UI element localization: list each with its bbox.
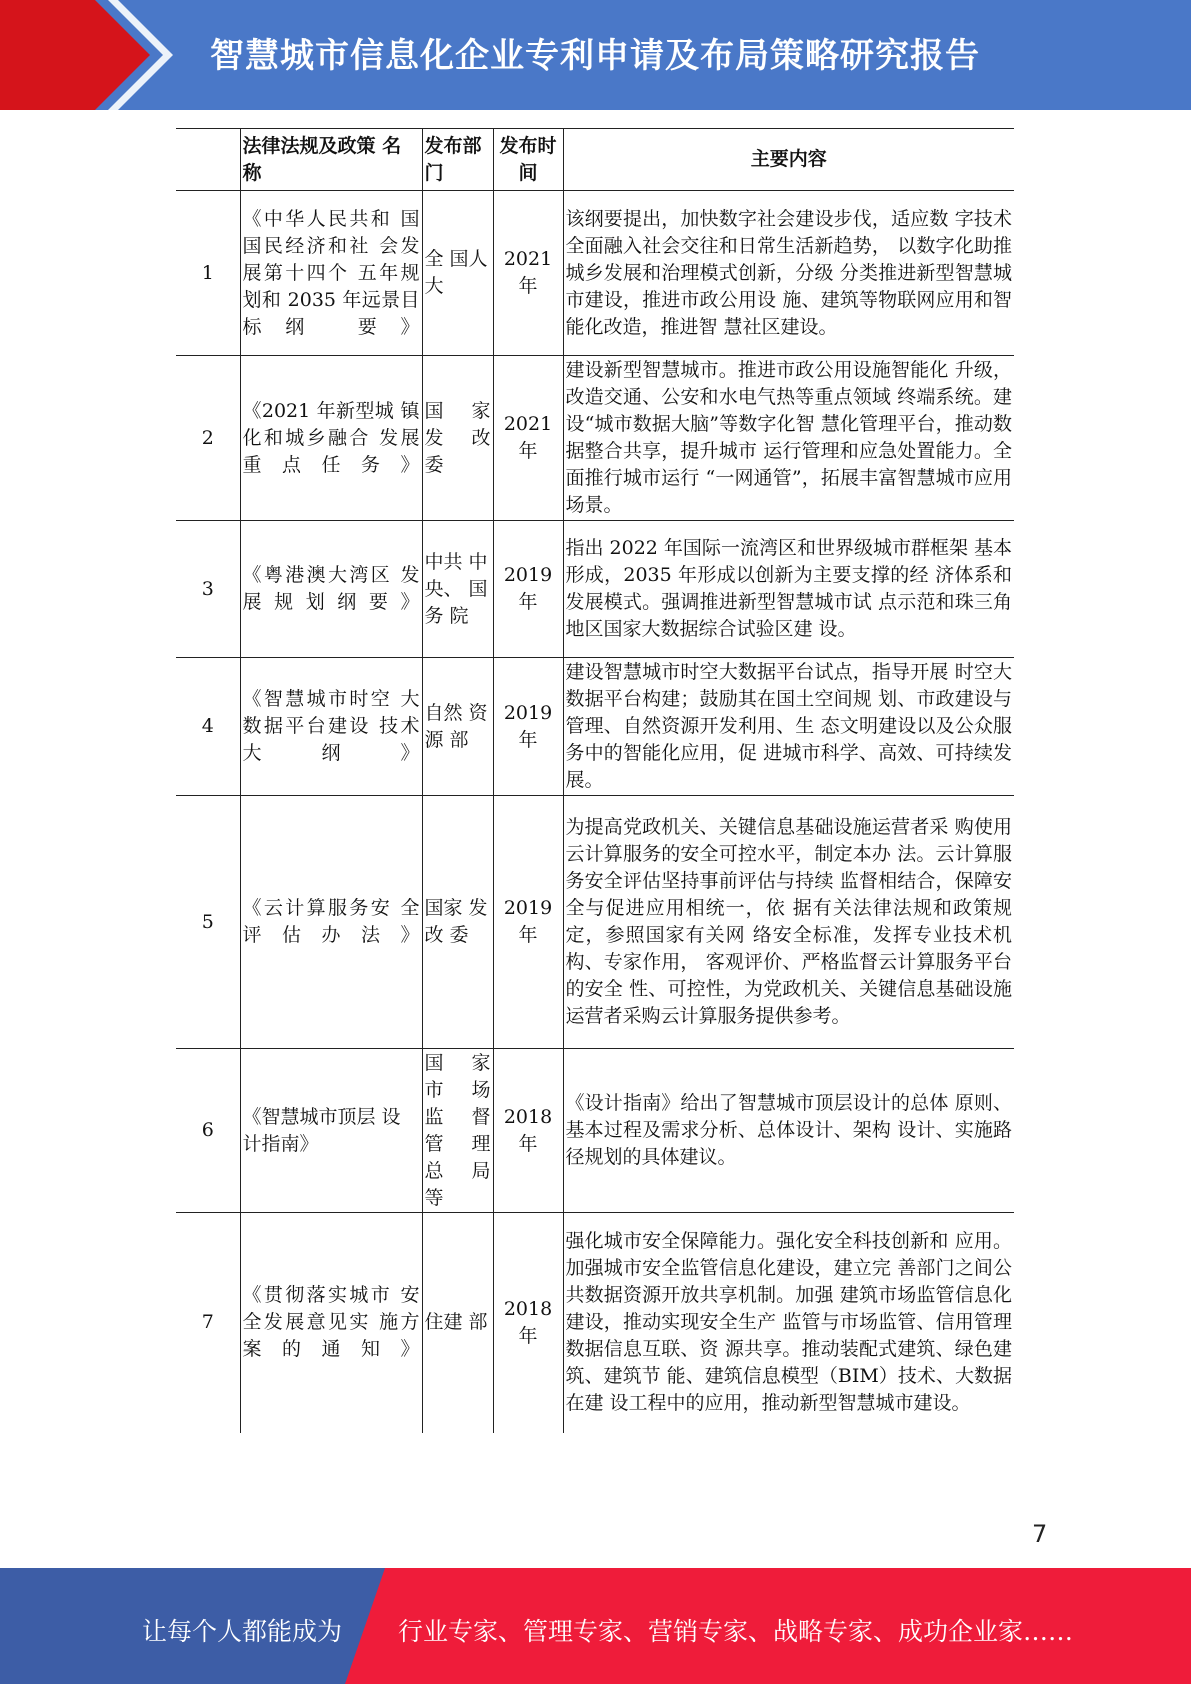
table-row [176, 1049, 1014, 1213]
header-release-time: 发布时间 [493, 129, 563, 191]
page-number: 7 [1032, 1520, 1048, 1548]
header-department: 发布部门 [422, 129, 493, 191]
table-row [176, 1213, 1014, 1433]
policy-name: 《粤港澳大湾区 发展规划纲要》 [240, 521, 422, 658]
release-time [493, 521, 563, 658]
footer-slogan-right: 行业专家、管理专家、营销专家、战略专家、成功企业家…… [398, 1617, 1074, 1646]
table-row [176, 521, 1014, 658]
header-main-content: 主要内容 [563, 129, 1014, 191]
policy-table [176, 128, 1014, 1433]
department: 国家 发改 委 [422, 796, 493, 1049]
table-header-row [176, 129, 1014, 191]
header-index [176, 129, 240, 191]
release-time [493, 1049, 563, 1213]
release-year-unit: 年 [518, 591, 538, 613]
header-policy-name: 法律法规及政策 名称 [240, 129, 422, 191]
release-year: 2019 [503, 564, 553, 586]
row-index: 1 [176, 191, 240, 356]
release-year-unit: 年 [518, 1324, 538, 1347]
release-year: 2021 [503, 413, 553, 435]
row-index: 5 [176, 796, 240, 1049]
main-content: 该纲要提出，加快数字社会建设步伐，适应数 字技术全面融入社会交往和日常生活新趋势， 以数字化助推城乡发展和治理模式创新，分级 分类推进新型智慧城市建设，推进市政公用设 施、建筑等物联网应用和智能化改造，推进智 慧社区建设。 [563, 191, 1014, 356]
release-year: 2018 [503, 1105, 553, 1128]
release-year: 2018 [503, 1297, 553, 1320]
department: 国 家 发 改 委 [422, 356, 493, 521]
main-content: 为提高党政机关、关键信息基础设施运营者采 购使用云计算服务的安全可控水平，制定本办 法。云计算服务安全评估坚持事前评估与持续 监督相结合，保障安全与促进应用相统一，依 据有关法律法规和政策规定，参照国家有关网 络安全标准，发挥专业技术机构、专家作用， 客观评价、严格监督云计算服务平台的安全 性、可控性，为党政机关、关键信息基础设施 运营者采购云计算服务提供参考。 [563, 796, 1014, 1049]
row-index: 4 [176, 658, 240, 796]
department: 国 家 市 场 监 督 管 理 总 局 等 [422, 1049, 493, 1213]
table-row [176, 658, 1014, 796]
release-time [493, 1213, 563, 1433]
row-index: 3 [176, 521, 240, 658]
row-index: 6 [176, 1049, 240, 1213]
table-row [176, 356, 1014, 521]
main-content: 建设新型智慧城市。推进市政公用设施智能化 升级，改造交通、公安和水电气热等重点领域 终端系统。建设“城市数据大脑”等数字化智 慧化管理平台，推动数据整合共享，提升城市 运行管理和应急处置能力。全面推行城市运行 “一网通管”，拓展丰富智慧城市应用场景。 [563, 356, 1014, 521]
release-time [493, 796, 563, 1049]
main-content: 建设智慧城市时空大数据平台试点，指导开展 时空大数据平台构建；鼓励其在国土空间规 划、市政建设与管理、自然资源开发利用、生 态文明建设以及公众服务中的智能化应用，促 进城市科学、高效、可持续发展。 [563, 658, 1014, 796]
policy-name: 《贯彻落实城市 安全发展意见实 施方案的通知》 [240, 1213, 422, 1433]
report-title: 智慧城市信息化企业专利申请及布局策略研究报告 [210, 36, 980, 76]
release-time [493, 658, 563, 796]
release-year-unit: 年 [518, 1132, 538, 1155]
footer-slogan-left: 让每个人都能成为 [142, 1617, 343, 1646]
release-year-unit: 年 [518, 440, 538, 462]
table-row [176, 796, 1014, 1049]
department: 自然 资源 部 [422, 658, 493, 796]
main-content: 强化城市安全保障能力。强化安全科技创新和 应用。加强城市安全监管信息化建设，建立完 善部门之间公共数据资源开放共享机制。加强 建筑市场监管信息化建设，推动实现安全生产 监管与市场监管、信用管理数据信息互联、资 源共享。推动装配式建筑、绿色建筑、建筑节 能、建筑信息模型（BIM）技术、大数据在建 设工程中的应用，推动新型智慧城市建设。 [563, 1213, 1014, 1433]
department: 全 国人大 [422, 191, 493, 356]
page-footer [0, 1568, 1191, 1684]
row-index: 7 [176, 1213, 240, 1433]
policy-name: 《中华人民共和 国国民经济和社 会发展第十四个 五年规划和 2035 年远景目标纲 要》 [240, 191, 422, 356]
table-row [176, 191, 1014, 356]
release-year-unit: 年 [518, 728, 538, 751]
header-arrow-decoration [0, 0, 240, 110]
row-index: 2 [176, 356, 240, 521]
release-year-unit: 年 [518, 275, 538, 297]
main-content: 《设计指南》给出了智慧城市顶层设计的总体 原则、基本过程及需求分析、总体设计、架构 设计、实施路径规划的具体建议。 [563, 1049, 1014, 1213]
department: 住建 部 [422, 1213, 493, 1433]
policy-name: 《智慧城市顶层 设计指南》 [240, 1049, 422, 1213]
main-content: 指出 2022 年国际一流湾区和世界级城市群框架 基本形成，2035 年形成以创新为主要支撑的经 济体系和发展模式。强调推进新型智慧城市试 点示范和珠三角地区国家大数据综合试验区建 设。 [563, 521, 1014, 658]
policy-name: 《2021 年新型城 镇化和城乡融合 发展重点任务》 [240, 356, 422, 521]
department: 中共 中 央、 国务 院 [422, 521, 493, 658]
release-year: 2021 [503, 248, 553, 270]
page-header [0, 0, 1191, 110]
release-year: 2019 [503, 701, 553, 724]
release-year-unit: 年 [518, 924, 538, 946]
policy-name: 《云计算服务安 全评估办法》 [240, 796, 422, 1049]
release-year: 2019 [503, 897, 553, 919]
release-time [493, 356, 563, 521]
release-time [493, 191, 563, 356]
policy-name: 《智慧城市时空 大数据平台建设 技术大纲》 [240, 658, 422, 796]
